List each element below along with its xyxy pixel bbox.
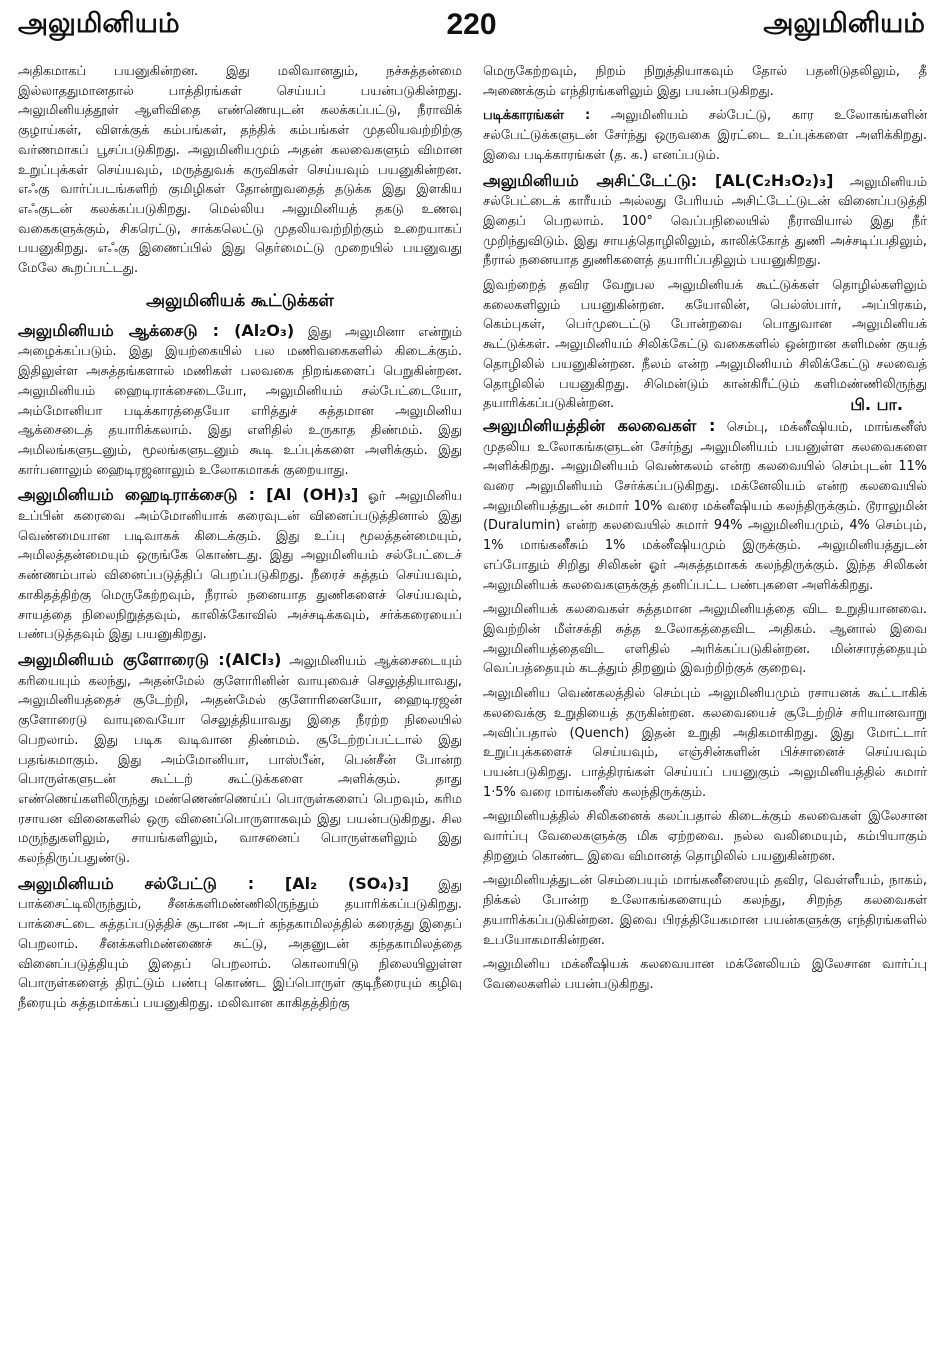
right-column xyxy=(483,62,927,1358)
acetate-heading: அலுமினியம் அசிட்டேட்டு: [AL(C₂H₃O₂)₃] xyxy=(483,170,834,190)
continued-paragraph: மெருகேற்றவும், நிறம் நிறுத்தியாகவும் தோல் பதனிடுதலிலும், தீ அணைக்கும் எந்திரங்களிலும் இது பயன்படுகிறது. xyxy=(483,64,927,99)
bronze-paragraph: அலுமினிய வெண்கலத்தில் செம்பும் அலுமினியமும் ரசாயனக் கூட்டாகிக் கலவைக்கு உறுதியைத் தருகின்றன. கலவையைச் சூடேற்றிச் சரியானவாறு அவிப்பதால் (Quench) இதன் உறுதி அதிகமாகிறது. இது மோட்டார் உறுப்புக்களைச் செய்யவும், எஞ்சின்களின் பிச்சானைச் செய்யவும் பயன்படுகிறது. பாத்திரங்கள் செய்யப் பயனுகும் அலுமினியத்தில் சுமார் 1·5% வரை மாங்கனீஸ் கலந்திருக்கும். xyxy=(483,686,927,800)
page-number: 220 xyxy=(446,8,497,41)
acetate-text: அலுமினியம் சல்பேட்டைக் காரீயம் அல்லது பேரியம் அசிட்டேட்டுடன் வினைப்படுத்தி இதைப் பெறலாம். 100° வெப்பநிலையில் நீராவியால் இது நீர் முறிந்துவிடும். இது சாயத்தொழிலிலும், காலிக்கோத் துணி அச்சடிப்பதிலும், நீரால் நனையாத துணிகளைத் தயாரிப்பதிலும் பயனுகிறது. xyxy=(483,174,927,269)
alloys-heading: அலுமினியத்தின் கலவைகள் : xyxy=(483,415,716,435)
alum-heading: படிக்காரங்கள் : xyxy=(483,108,591,124)
misc-compounds-paragraph: இவற்றைத் தவிர வேறுபல அலுமினியக் கூட்டுக்கள் தொழில்களிலும் கலைகளிலும் பயனுகின்றன. கயோலின், பெல்ஸ்பார், அப்பிரகம், கெம்புகள், பெர்முடைட்டு போன்றவை பொதுவான அலுமினியக் கூட்டுக்கள். அலுமினியம் சிலிக்கேட்டு வகைகளில் ஒன்றான களிமண் குயத் தொழிலில் பயனுகின்றன. நீலம் என்ற அலுமினியம் சிலிக்கேட்டு சலவைத் தொழிலில் பயனுகிறது. சிமென்டும் கான்கிரீட்டும் களிமண்ணிலிருந்து தயாரிக்கப்படுகின்றன. xyxy=(483,278,927,412)
text-columns xyxy=(18,62,927,1358)
sulphate-entry xyxy=(18,874,462,1014)
running-head-left: அலுமினியம் xyxy=(18,8,180,39)
alloys-text: செம்பு, மக்னீஷியம், மாங்கனீஸ் முதலிய உலோகங்களுடன் சேர்ந்து அலுமினியம் பயனுள்ள கலவைகளை அளிக்கிறது. அலுமினியம் வெண்கலம் என்ற கலவையில் செம்புடன் 11% வரை அலுமினியம் சேர்க்கப்படுகிறது. மக்னேலியம் என்ற கலவையில் அலுமினியத்துடன் சுமார் 10% வரை மக்னீஷியம் கலந்திருக்கும். டூராலுமின் (Duralumin) என்ற கலவையில் சுமார் 94% அலுமினியமும், 4% செம்பும், 1% மாங்கனீசும் 1% மக்னீஷியமும் இருக்கும். அலுமினியத்துடன் எப்போதும் சிறிது சிலிகன் ஓர் அசுத்தமாகக் கலந்திருக்கும். இந்த சிலிகன் அலுமினியக் கலவைகளுக்குத் தனிப்பட்ட பண்புகளை அளிக்கிறது. xyxy=(483,419,927,593)
alloys-entry xyxy=(483,416,927,595)
chloride-entry xyxy=(18,650,462,869)
chloride-heading: அலுமினியம் குளோரைடு :(AlCl₃) xyxy=(18,649,282,669)
acetate-entry xyxy=(483,171,927,272)
oxide-entry xyxy=(18,321,462,481)
intro-paragraph: அதிகமாகப் பயனுகின்றன. இது மலிவானதும், நச்சுத்தன்மை இல்லாததுமானதால் பாத்திரங்கள் செய்யப் பயன்படுகின்றது. அலுமினியத்தூள் ஆளிவிதை எண்ணெயுடன் கலக்கப்பட்டு, நீராவிக் குழாய்கள், விளக்குக் கம்பங்கள், தந்திக் கம்பங்கள் முதலியவற்றிற்கு வர்ணமாகப் பூசப்படுகிறது. அலுமினியமும் அதன் கலவைகளும் விமான உறுப்புக்கள் செய்யவும், மருத்துவக் கருவிகள் செய்யவும் பயனுகின்றன. எஃகு வார்ப்படங்களிற் குமிழிகள் தோன்றுவதைத் தடுக்க இது இளகிய எஃகுடன் கலக்கப்படுகிறது. மெல்லிய அலுமினியத் தகடு உணவு வகைகளுக்கும், சிகரெட்டு, சாக்கலெட்டு முதலியவற்றிற்கும் உறையாகப் பயனுகிறது. எஃகு இணைப்பில் இது தெர்மைட்டு முறையில் பயனுவது மேலே கூறப்பட்டது. xyxy=(18,64,462,277)
hydroxide-text: ஓர் அலுமினிய உப்பின் கரைவை அம்மோனியாக் கரைவுடன் வினைப்படுத்தினால் இது வெண்மையான படிவாகக் கிடைக்கும். இது உப்பு மூலத்தன்மையும், அமிலத்தன்மையும் ஒருங்கே கொண்டது. இது அலுமினியம் சல்பேட்டைச் சுண்ணம்பால் வினைப்படுத்திப் பெறப்படுகிறது. நீரைச் சுத்தம் செய்யவும், காகிதத்திற்கு மெருகேற்றவும், நீரால் நனையாத துணிகளைச் செய்யவும், சாயத்தை நிலைநிறுத்தவும், காலிக்கோவில் அச்சடிக்கவும், சர்க்கரையைப் பண்படுத்தவும் இது பயனுகிறது. xyxy=(18,489,462,643)
sulphate-text: இது பாக்சைட்டிலிருந்தும், சீனக்களிமண்ணிலிருந்தும் தயாரிக்கப்படுகிறது. பாக்சைட்டை சுத்தப்படுத்திச் சூடான அடர் கந்தகாமிலத்தில் கரைத்து இதைப் பெறலாம். சீனக்களிமண்ணைச் சுட்டு, அதனுடன் கந்தகாமிலத்தை வினைப்படுத்தியும் இதைப் பெறலாம். கொலாயிடு நிலையிலுள்ள பொருள்களைத் திரட்டும் பண்பு கொண்ட இப்பொருள் குடிநீரையும் கழிவு நீரையும் சுத்தமாக்கப் பயனுகிறது. மலிவான காகிதத்திற்கு xyxy=(18,877,462,1011)
chloride-text: அலுமினியம் ஆக்சைடையும் கரியையும் கலந்து, அதன்மேல் குளோரினின் வாயுவைச் செலுத்தியாவது, அலுமினியத்தைச் சூடேற்றி, அதன்மேல் குளோரினையோ, ஹைடிரஜன் குளோரைடு வாயுவையோ செலுத்தியாவது இதை நீரற்ற நிலையில் பெறலாம். இது படிக வடிவான திண்மம். சூடேற்றப்பட்டால் இது பதங்கமாகும். இது அம்மோனியா, பாஸ்பீன், பென்சீன் போன்ற பொருள்களுடன் கூட்டற் கூட்டுக்களை அளிக்கும். தாது எண்ணெய்களிலிருந்து மண்ணெண்ணெய்ப் பொருள்களைப் பெறவும், கரிம ரசாயன வினைகளில் ஒரு வினைப்பொருளாகவும் இது பயன்படுகிறது. சில மருந்துகளிலும், சாயங்களிலும், வாசனைப் பொருள்களிலும் இது கலந்திருப்பதுண்டு. xyxy=(18,653,462,867)
alum-entry xyxy=(483,106,927,165)
oxide-text: இது அலுமினா என்றும் அழைக்கப்படும். இது இயற்கையில் பல மணிவகைகளில் கிடைக்கும். இதிலுள்ள அசுத்தங்களால் மணிகள் பலவகை நிறங்களைப் பெறுகின்றன. அலுமினியம் ஹைடிராக்சைடையோ, அலுமினியம் சல்பேட்டையோ, அம்மோனியா படிக்காரத்தையோ எரித்துச் சுத்தமான அலுமினிய ஆக்சைடைத் தயாரிக்கலாம். இது எளிதில் உருகாத திண்மம். இது அமிலங்களுடனும், மூலங்களுடனும் கூடி உப்புக்களை அளிக்கும். இது கார்பனாலும் ஹைடிரஜனாலும் உலோகமாகக் குறையாது. xyxy=(18,324,462,478)
alum-text: அலுமினியம் சல்பேட்டு, கார உலோகங்களின் சல்பேட்டுக்களுடன் சேர்ந்து ஒருவகை இரட்டை உப்புக்களை அளிக்கிறது. இவை படிக்காரங்கள் (த. க.) எனப்படும். xyxy=(483,108,927,163)
running-head-right: அலுமினியம் xyxy=(763,8,925,39)
page-header xyxy=(18,6,925,62)
magnesium-paragraph: அலுமினிய மக்னீஷியக் கலவையான மக்னேலியம் இலேசான வார்ப்பு வேலைகளில் பயன்படுகிறது. xyxy=(483,957,927,992)
other-alloys-paragraph: அலுமினியத்துடன் செம்பையும் மாங்கனீஸையும் தவிர, வெள்ளீயம், நாகம், நிக்கல் போன்ற உலோகங்களையும் கலந்து, சிறந்த கலவைகள் தயாரிக்கப்படுகின்றன. இவை பிரத்தியேகமான பயன்களுக்கு எந்திரங்களில் உபயோகமாகின்றன. xyxy=(483,873,927,948)
author-signature: பி. பா. xyxy=(850,394,903,414)
silicon-paragraph: அலுமினியத்தில் சிலிகனைக் கலப்பதால் கிடைக்கும் கலவைகள் இலேசான வார்ப்பு வேலைகளுக்கு மிக ஏற்றவை. நல்ல வலிமையும், கம்பியாகும் திறனும் கொண்ட இவை விமானத் தொழிலில் பயனுகின்றன. xyxy=(483,809,927,864)
section-heading: அலுமினியக் கூட்டுக்கள் xyxy=(146,290,334,311)
hydroxide-entry xyxy=(18,485,462,645)
left-column xyxy=(18,62,462,1358)
sulphate-heading: அலுமினியம் சல்பேட்டு : [Al₂ (SO₄)₃] xyxy=(18,873,409,893)
oxide-heading: அலுமினியம் ஆக்சைடு : (Al₂O₃) xyxy=(18,320,295,340)
hydroxide-heading: அலுமினியம் ஹைடிராக்சைடு : [Al (OH)₃] xyxy=(18,485,359,505)
strength-paragraph: அலுமினியக் கலவைகள் சுத்தமான அலுமினியத்தை விட உறுதியானவை. இவற்றின் மீள்சக்தி சுத்த உலோகத்தைவிட அதிகம். ஆனால் இவை அலுமினியத்தைவிட எளிதில் அரிக்கப்படுகின்றன. மின்சாரத்தையும் வெப்பத்தையும் கடத்தும் திறனும் இவற்றிற்குக் குறைவு. xyxy=(483,602,927,677)
